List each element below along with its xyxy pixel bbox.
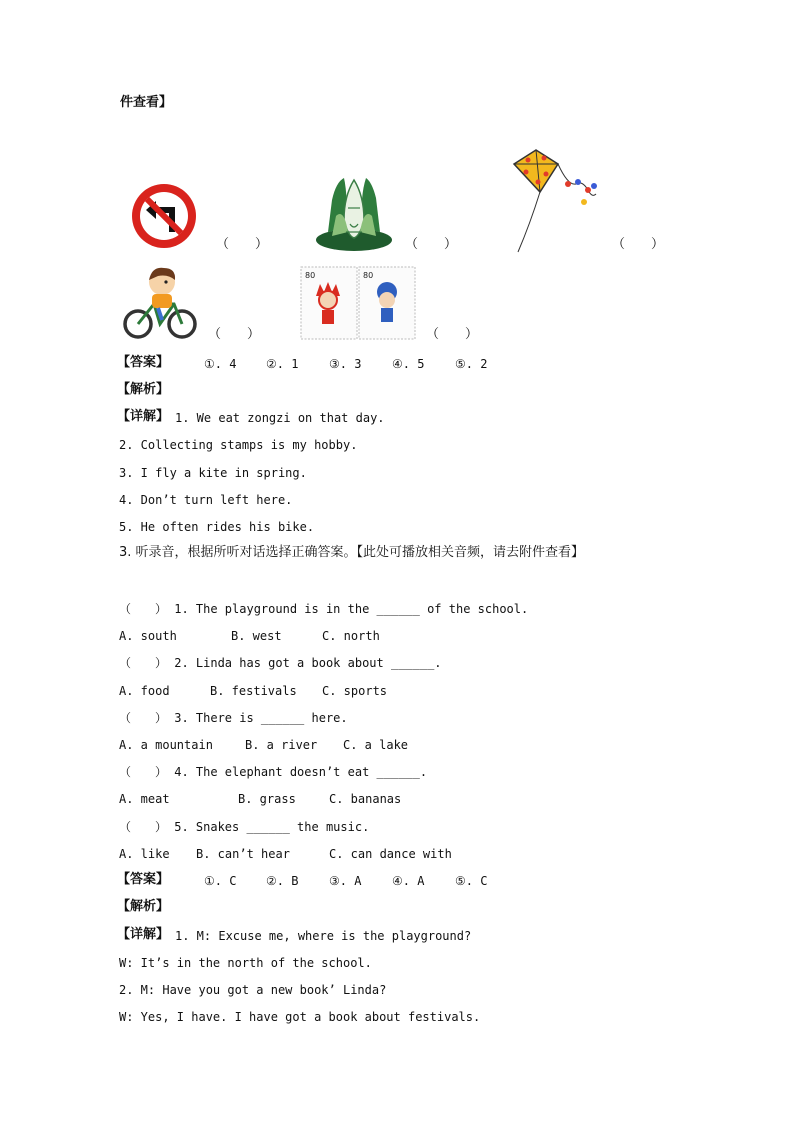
option-c: C. a lake	[343, 738, 409, 752]
answer-item: ①. 4	[204, 357, 237, 371]
answer-blank-3[interactable]: （ ）	[612, 237, 665, 252]
question-line: （ ） 3. There is ______ here.	[119, 711, 348, 725]
boy-riding-bike-icon	[122, 262, 198, 340]
answer-item: ③. A	[329, 874, 362, 888]
no-left-turn-sign-icon	[126, 182, 202, 250]
kite-icon	[510, 146, 602, 254]
answer-item: ④. A	[392, 874, 425, 888]
answer-blank-1[interactable]: （ ）	[216, 237, 269, 252]
option-b: B. a river	[245, 738, 318, 752]
option-a: A. south	[119, 629, 177, 643]
answer-label: 【答案】	[117, 872, 170, 887]
detail-line: 2. M: Have you got a new book’ Linda?	[119, 983, 387, 997]
answer-item: ⑤. C	[455, 874, 488, 888]
question-instruction: 3. 听录音，根据所听对话选择正确答案。【此处可播放相关音频，请去附件查看】	[119, 545, 585, 560]
detail-line: W: It’s in the north of the school.	[119, 956, 372, 970]
option-a: A. food	[119, 684, 170, 698]
analysis-label: 【解析】	[117, 899, 170, 914]
stamp-1-value: 80	[305, 271, 316, 280]
option-c: C. can dance with	[329, 847, 452, 861]
analysis-label: 【解析】	[117, 382, 170, 397]
question-line: （ ） 4. The elephant doesn’t eat ______.	[119, 765, 428, 779]
detail-line: 4. Don’t turn left here.	[119, 493, 293, 507]
option-a: A. a mountain	[119, 738, 213, 752]
answer-item: ①. C	[204, 874, 237, 888]
question-line: （ ） 2. Linda has got a book about ______.	[119, 656, 442, 670]
detail-line: W: Yes, I have. I have got a book about festivals.	[119, 1010, 481, 1024]
detail-line: 2. Collecting stamps is my hobby.	[119, 438, 358, 452]
detail-line: 3. I fly a kite in spring.	[119, 466, 307, 480]
stamps-icon	[300, 266, 416, 340]
answer-item: ④. 5	[392, 357, 425, 371]
option-b: B. west	[231, 629, 282, 643]
detail-label: 【详解】	[117, 927, 170, 942]
zongzi-icon	[314, 176, 394, 252]
option-a: A. like	[119, 847, 170, 861]
answer-item: ⑤. 2	[455, 357, 488, 371]
detail-line: 5. He often rides his bike.	[119, 520, 315, 534]
section-fragment: 件查看】	[120, 95, 173, 110]
detail-label: 【详解】	[117, 409, 170, 424]
detail-line: 1. We eat zongzi on that day.	[175, 411, 385, 425]
answer-blank-2[interactable]: （ ）	[405, 237, 458, 252]
option-c: C. north	[322, 629, 380, 643]
answer-label: 【答案】	[117, 355, 170, 370]
question-line: （ ） 1. The playground is in the ______ of the school.	[119, 602, 529, 616]
stamp-2-value: 80	[363, 271, 374, 280]
option-b: B. festivals	[210, 684, 297, 698]
answer-item: ③. 3	[329, 357, 362, 371]
answer-item: ②. B	[266, 874, 299, 888]
option-a: A. meat	[119, 792, 170, 806]
option-b: B. grass	[238, 792, 296, 806]
answer-blank-4[interactable]: （ ）	[208, 327, 261, 342]
option-b: B. can’t hear	[196, 847, 290, 861]
option-c: C. sports	[322, 684, 388, 698]
answer-blank-5[interactable]: （ ）	[426, 327, 479, 342]
question-line: （ ） 5. Snakes ______ the music.	[119, 820, 370, 834]
detail-line: 1. M: Excuse me, where is the playground?	[175, 929, 472, 943]
answer-item: ②. 1	[266, 357, 299, 371]
option-c: C. bananas	[329, 792, 402, 806]
